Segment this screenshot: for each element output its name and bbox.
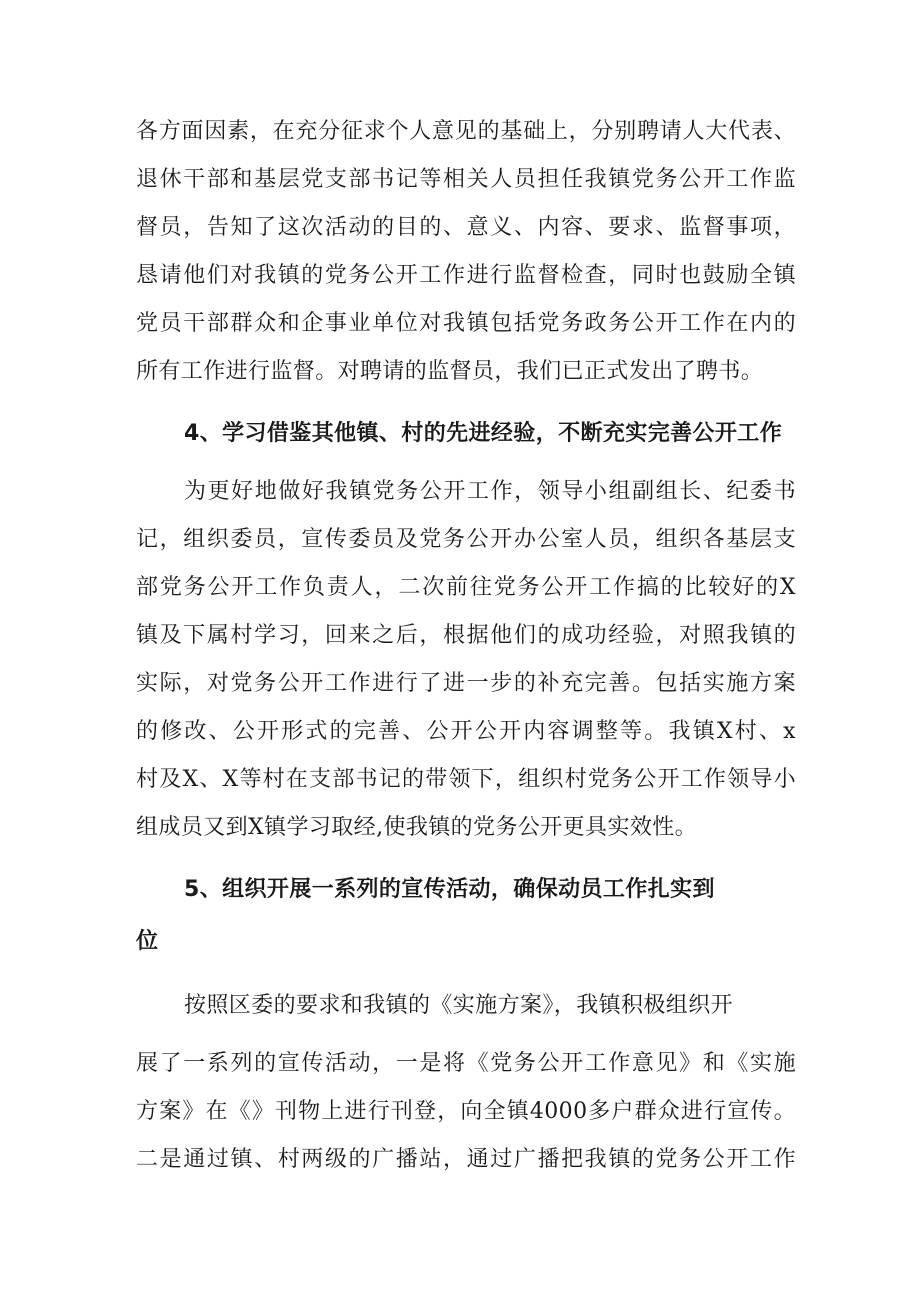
paragraph-line: 党员干部群众和企事业单位对我镇包括党务政务公开工作在内的 <box>136 311 796 336</box>
paragraph-line: 各方面因素，在充分征求个人意见的基础上，分别聘请人大代表、 <box>136 119 796 144</box>
paragraph-line: 记，组织委员，宣传委员及党务公开办公室人员，组织各基层支 <box>136 527 796 552</box>
paragraph-line: 的修改、公开形式的完善、公开公开内容调整等。我镇X村、x <box>136 719 796 744</box>
paragraph-line: 所有工作进行监督。对聘请的监督员，我们已正式发出了聘书。 <box>136 359 764 384</box>
section-heading-5: 5、组织开展一系列的宣传活动，确保动员工作扎实到 <box>184 877 715 902</box>
paragraph-line: 展了一系列的宣传活动，一是将《党务公开工作意见》和《实施 <box>136 1051 796 1076</box>
paragraph-line: 二是通过镇、村两级的广播站，通过广播把我镇的党务公开工作 <box>136 1147 796 1172</box>
paragraph-line: 部党务公开工作负责人，二次前往党务公开工作搞的比较好的X <box>136 575 796 600</box>
section-heading-5-continuation: 位 <box>136 929 159 954</box>
paragraph-line: 退休干部和基层党支部书记等相关人员担任我镇党务公开工作监 <box>136 167 796 192</box>
paragraph-line: 方案》在《》刊物上进行刊登，向全镇4000多户群众进行宣传。 <box>136 1099 796 1124</box>
paragraph-line: 恳请他们对我镇的党务公开工作进行监督检查，同时也鼓励全镇 <box>136 263 796 288</box>
paragraph-line: 督员，告知了这次活动的目的、意义、内容、要求、监督事项， <box>136 215 796 240</box>
paragraph-line: 实际，对党务公开工作进行了进一步的补充完善。包括实施方案 <box>136 671 796 696</box>
paragraph-line: 按照区委的要求和我镇的《实施方案》，我镇积极组织开 <box>184 993 734 1018</box>
paragraph-line: 为更好地做好我镇党务公开工作，领导小组副组长、纪委书 <box>184 479 796 504</box>
paragraph-line: 组成员又到X镇学习取经,使我镇的党务公开更具实效性。 <box>136 815 698 840</box>
section-heading-4: 4、学习借鉴其他镇、村的先进经验，不断充实完善公开工作 <box>184 421 783 446</box>
paragraph-line: 镇及下属村学习，回来之后，根据他们的成功经验，对照我镇的 <box>136 623 796 648</box>
paragraph-line: 村及X、X等村在支部书记的带领下，组织村党务公开工作领导小 <box>136 767 796 792</box>
